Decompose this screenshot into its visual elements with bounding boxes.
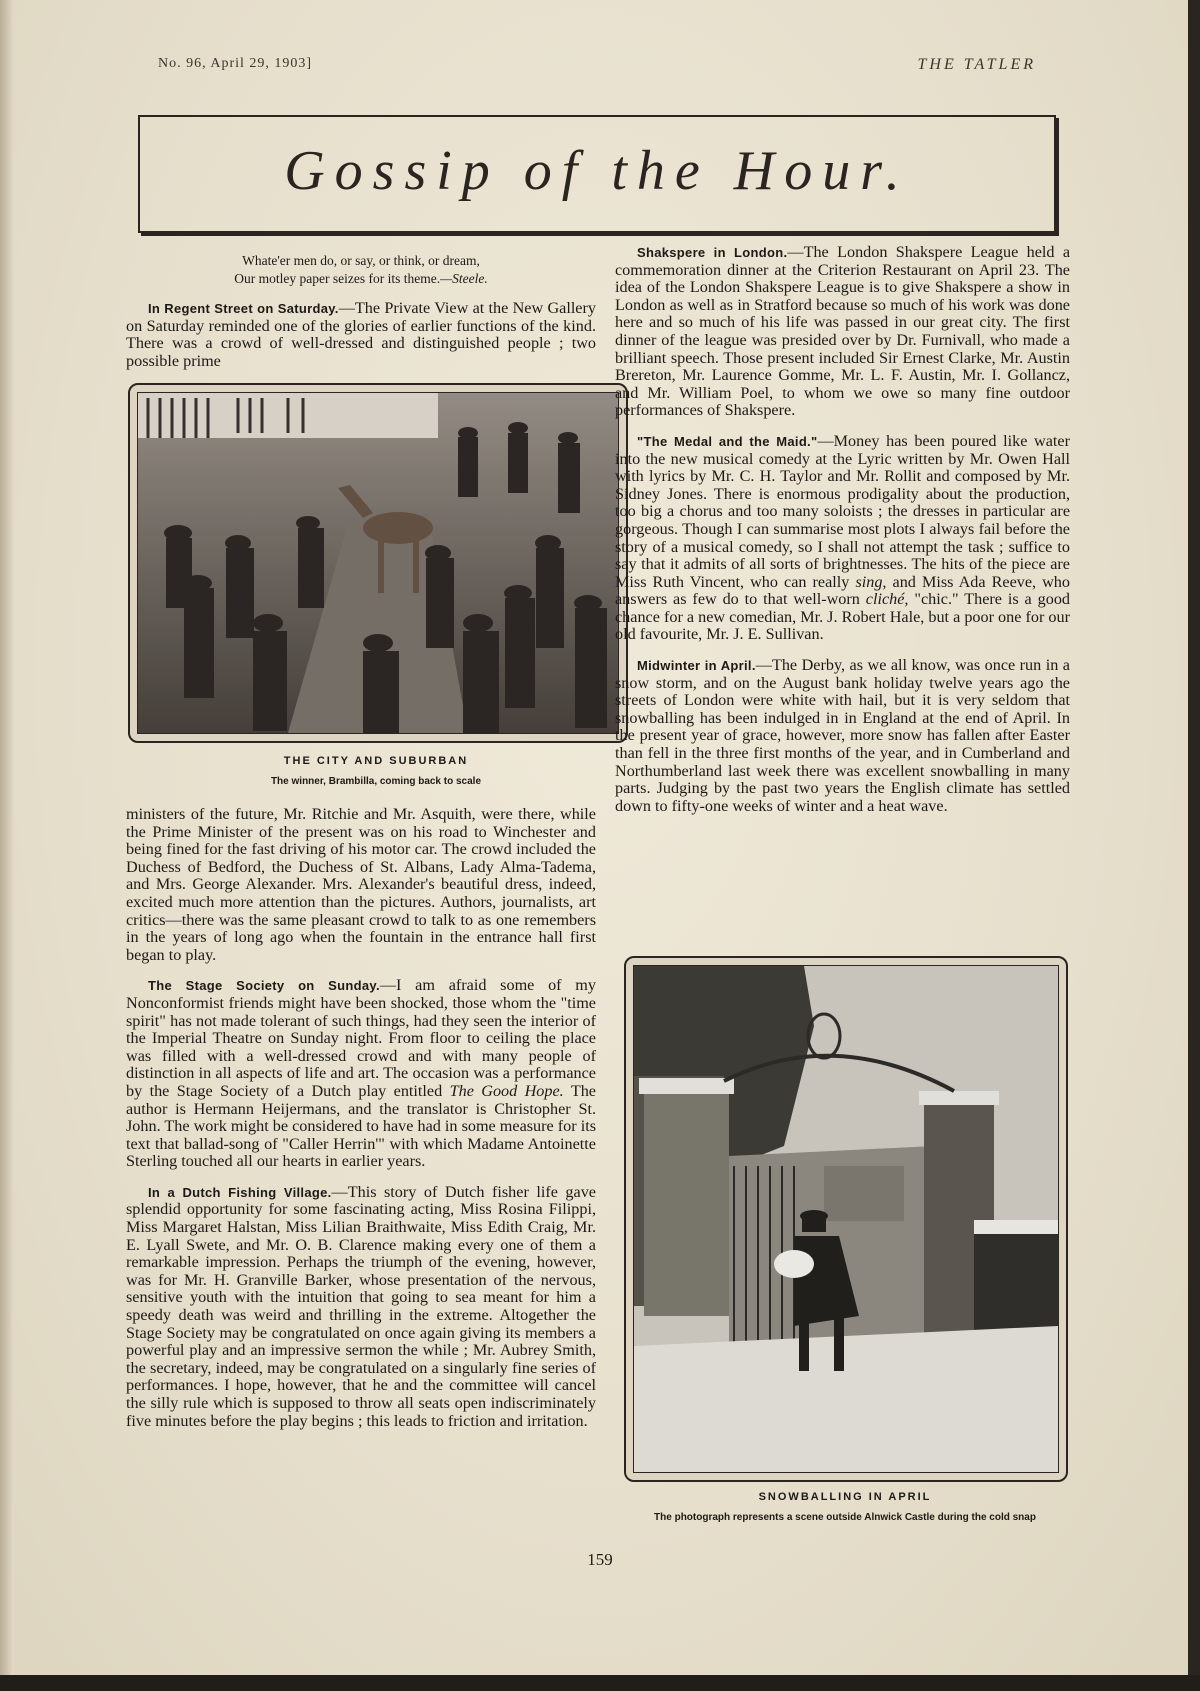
paragraph-shakspere (615, 244, 1070, 420)
page-title: Gossip of the Hour. (284, 140, 910, 202)
paragraph-regent-street-cont: ministers of the future, Mr. Ritchie and Mr. Asquith, were there, while the Prime Minister of the present was on his road to Winchester and being fined for the fast driving of his motor car. The crowd included the Duchess of Bedford, the Duchess of St. Albans, Lady Alma-Tadema, and Mrs. George Alexander. Mrs. Alexander's beautiful dress, indeed, excited much more attention than the pictures. Authors, journalists, art critics—there was the same pleasant crowd to talk to as one remembers in the years of long ago when the fountain in the entrance hall first began to play. (126, 805, 596, 964)
epigraph-line-2: Our motley paper seizes for its theme. (234, 271, 441, 286)
photo-snowballing (633, 965, 1059, 1473)
paragraph-stage-society (126, 977, 596, 1171)
left-column-bottom (126, 806, 596, 1443)
page-edge-shadow (0, 1675, 1200, 1691)
photo-city-and-suburban-caption: The winner, Brambilla, coming back to scale (270, 776, 482, 787)
left-column-top (126, 252, 596, 383)
lead-medal-and-maid: "The Medal and the Maid." (637, 433, 818, 449)
paragraph-regent-street (126, 300, 596, 370)
lead-dutch-fishing-village: In a Dutch Fishing Village. (148, 1184, 332, 1200)
epigraph (126, 252, 596, 288)
photo-snowballing-title: SNOWBALLING IN APRIL (758, 1491, 932, 1503)
text-medal-and-maid-3: "chic." There is a good chance for a new comedian, Mr. J. Robert Hale, but a poor one for our old favourite, Mr. J. E. Sullivan. (615, 590, 1071, 644)
lead-midwinter: Midwinter in April. (637, 658, 756, 674)
epigraph-attribution: —Steele. (440, 271, 488, 286)
photo-snowballing-caption: The photograph represents a scene outside Alnwick Castle during the cold snap (654, 1512, 1036, 1523)
lead-shakspere: Shakspere in London. (637, 245, 788, 260)
page-number: 159 (587, 1550, 613, 1569)
text-dutch-fishing-village: —This story of Dutch fisher life gave splendid opportunity for some fascinating acting, Miss Rosina Filippi, Miss Margaret Halstan, Miss Lilian Braithwaite, Miss Edith Craig, Mr. E. Lyall Swete, and Mr. O. B. Clarence making every one of them a remarkable impression. Perhaps the triumph of the evening, however, was for Mr. H. Granville Barker, whose presentation of the nervous, sensitive youth with the intuition that going to sea meant for him a speedy death was weird and thrilling in the extreme. Altogether the Stage Society may be congratulated on once again giving its members a powerful play and an impressive sermon the while ; Mr. Aubrey Smith, the secretary, indeed, may be congratulated on a singularly fine series of performances. I hope, however, that he and the committee will cancel the silly rule which is supposed to throw all seats open indiscriminately five minutes before the play begins ; this leads to friction and irritation. (126, 1182, 596, 1430)
right-column (615, 244, 1070, 828)
page-spine (0, 0, 14, 1675)
magazine-name: THE TATLER (917, 56, 1036, 73)
word-sing: sing, (855, 572, 887, 591)
text-shakspere: —The London Shakspere League held a commemoration dinner at the Criterion Restaurant on April 23. The idea of the London Shakspere League is to give Shakspere a show in London as well as in Stratford because so much of his work was done here and so much of his life was passed in our great city. The first dinner of the league was presided over by Dr. Furnivall, who made a brilliant speech. Those present included Sir Ernest Clarke, Mr. Austin Brereton, Mr. Laurence Gomme, Mr. L. F. Austin, Mr. I. Gollancz, and Mr. William Poel, to whom we owe so many fine outdoor performances of Shakspere. (615, 243, 1070, 420)
text-midwinter: —The Derby, as we all know, was once run in a snow storm, and on the August bank holiday twelve years ago the streets of London were white with hail, but it is very seldom that snowballing has been indulged in in England at the end of April. In the present year of grace, however, more snow has fallen after Easter than fell in the three first months of the year, and in Cumberland and Northumberland last week there was excellent snowballing in many parts. Judging by the past two years the English climate has settled down to fifty-one weeks of winter and a heat wave. (615, 656, 1070, 815)
photo-city-and-suburban (137, 392, 619, 734)
play-title: The Good Hope. (449, 1081, 564, 1100)
paragraph-dutch-fishing-village (126, 1184, 596, 1430)
crowd-horse-photo-illustration (138, 393, 618, 733)
photo-city-and-suburban-title: THE CITY AND SUBURBAN (283, 755, 469, 767)
epigraph-line-1: Whate'er men do, or say, or think, or dream, (242, 253, 480, 268)
lead-regent-street: In Regent Street on Saturday. (148, 301, 339, 316)
text-medal-and-maid: —Money has been poured like water into the new musical comedy at the Lyric written by Mr. Owen Hall with lyrics by Mr. C. H. Taylor and Mr. Rollit and composed by Mr. Sidney Jones. There is enormous prodigality about the production, too big a chorus and too many soloists ; the dresses in particular are gorgeous. Though I can summarise most plots I always fail before the story of a musical comedy, so I shall not attempt the task ; suffice to say that it admits of all sorts of brightnesses. The hits of the piece are Miss Ruth Vincent, who can really (615, 431, 1070, 591)
photo-snowballing-frame (624, 956, 1068, 1482)
text-stage-society-2: The author is Hermann Heijermans, and the translator is Christopher St. John. The work might be considered to have had in some measure for its text that ballad-song of "Caller Herrin'" with which Madame Antoinette Sterling touched all our hearts in earlier years. (126, 1081, 596, 1171)
text-regent-street: —The Private View at the New Gallery on Saturday reminded one of the glories of earlier functions of the kind. There was a crowd of well-dressed and distinguished people ; two possible prime (126, 299, 596, 370)
word-cliche: cliché, (865, 590, 909, 609)
paragraph-midwinter (615, 657, 1070, 815)
paragraph-medal-and-maid (615, 433, 1070, 644)
lead-stage-society: The Stage Society on Sunday. (148, 978, 380, 994)
text-medal-and-maid-2: and Miss Ada Reeve, who answers as few do to that well-worn (615, 572, 1070, 609)
title-box (138, 115, 1056, 233)
alnwick-castle-snow-photo-illustration (634, 966, 1058, 1472)
photo-city-and-suburban-frame (128, 383, 628, 743)
text-stage-society: —I am afraid some of my Nonconformist friends might have been shocked, those whom the "time spirit" has not made tolerant of such things, had they seen the interior of the Imperial Theatre on Sunday night. From floor to ceiling the place was filled with a well-dressed crowd and with many people of distinction in all aspects of life and art. The occasion was a performance by the Stage Society of a Dutch play entitled (126, 976, 596, 1100)
issue-line: No. 96, April 29, 1903] (158, 56, 313, 71)
